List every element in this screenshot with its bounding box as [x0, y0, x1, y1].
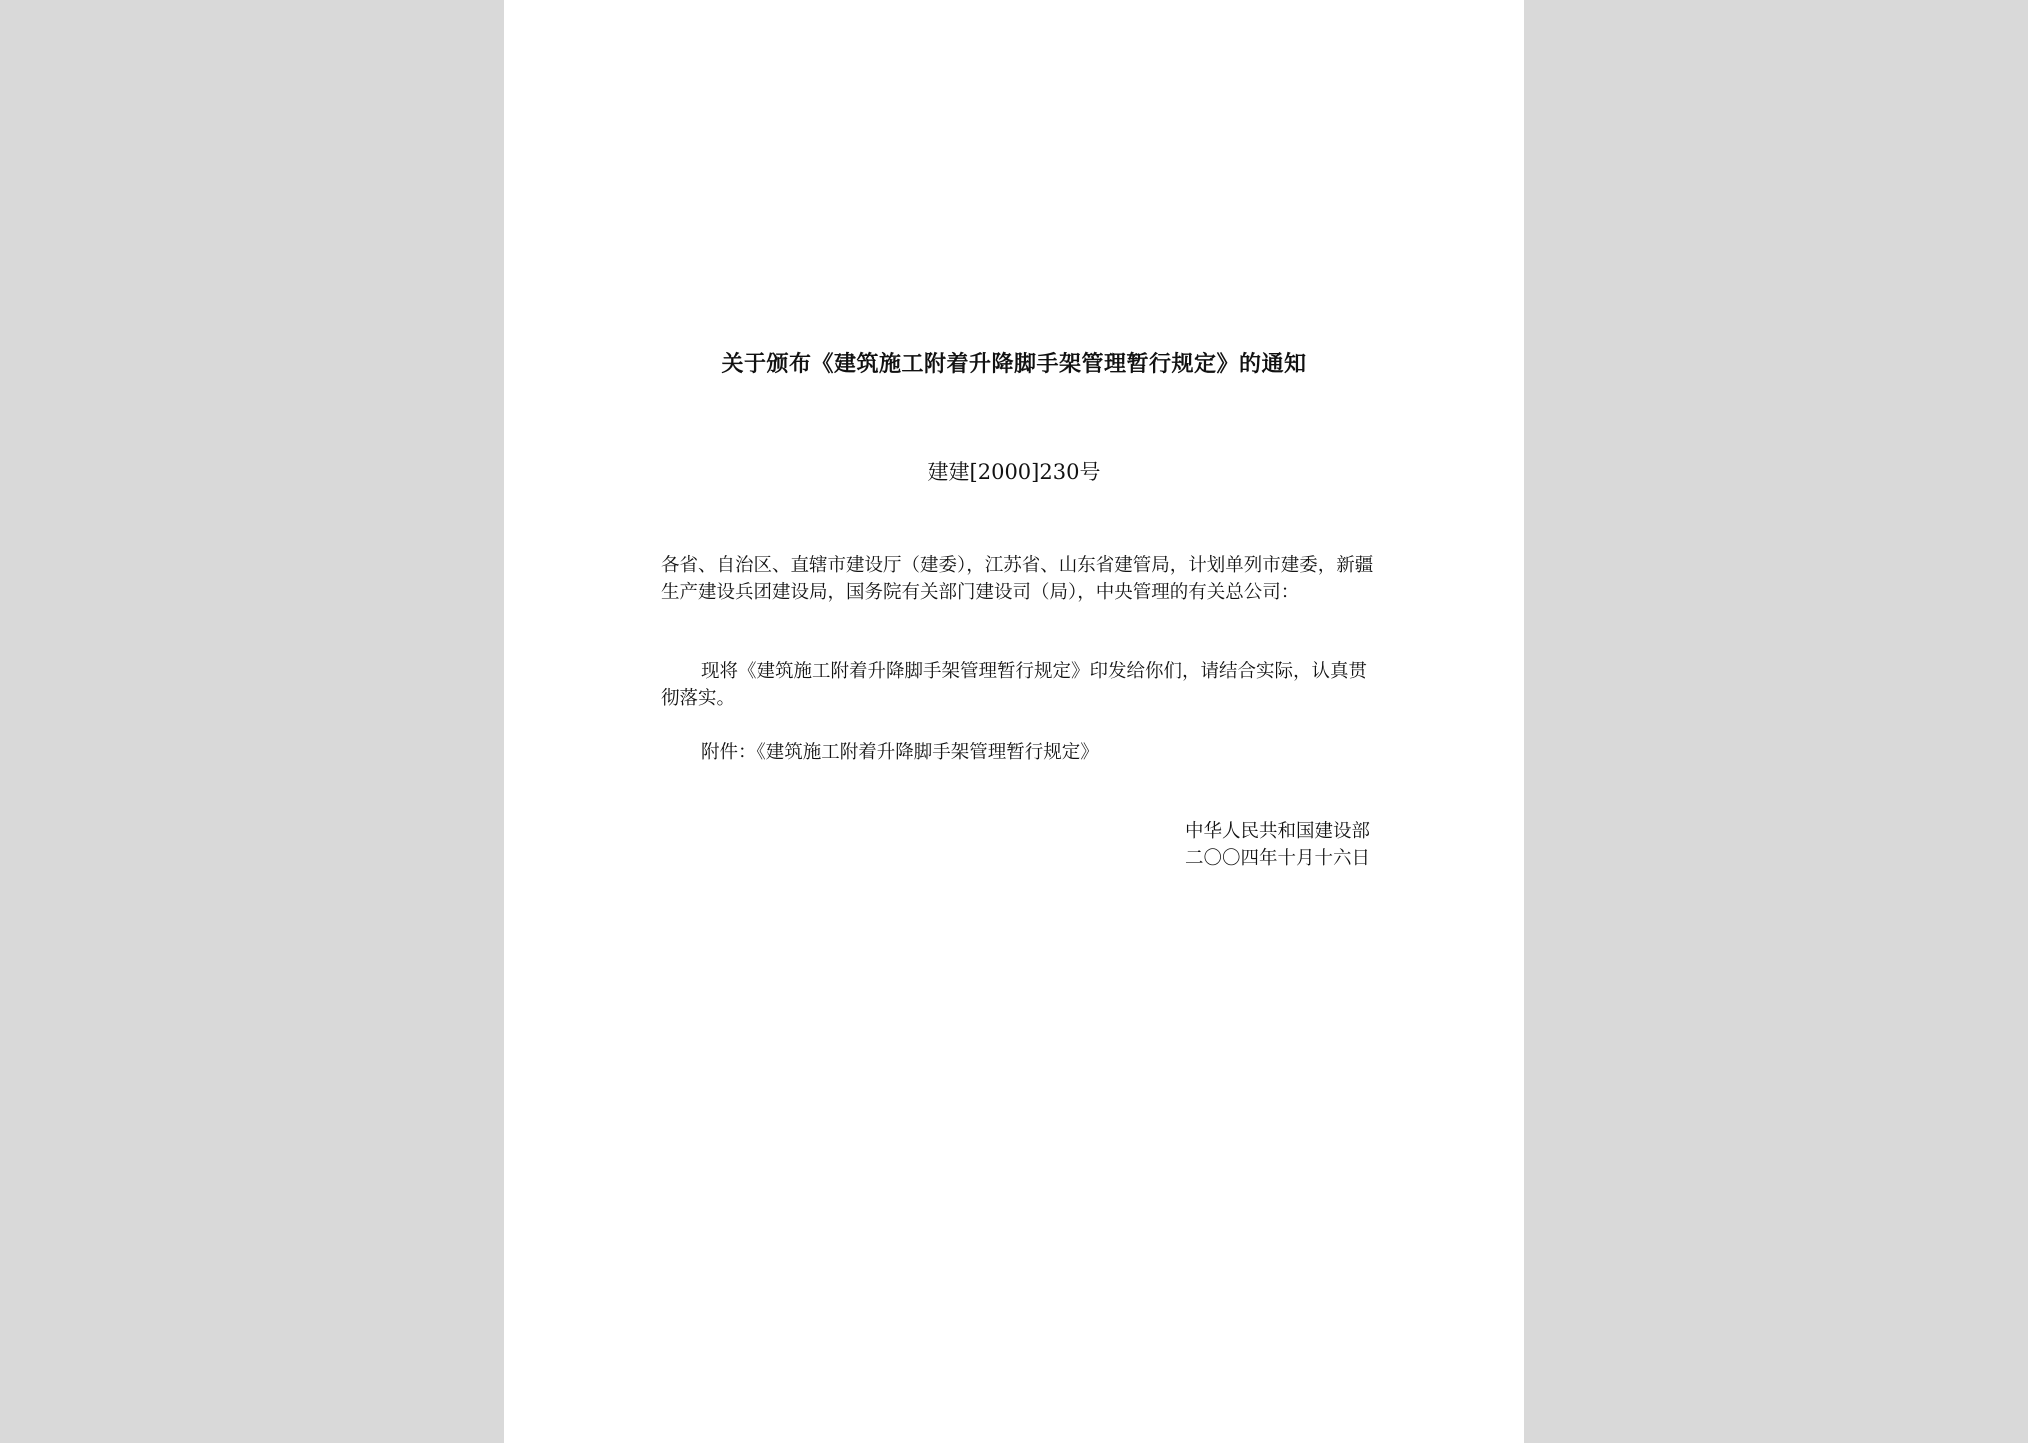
document-title: 关于颁布《建筑施工附着升降脚手架管理暂行规定》的通知 [721, 351, 1307, 377]
issuer-name: 中华人民共和国建设部 [1184, 821, 1370, 842]
addressee-paragraph: 各省、自治区、直辖市建设厅（建委），江苏省、山东省建管局，计划单列市建委，新疆生产建设兵团建设局，国务院有关部门建设司（局），中央管理的有关总公司： [661, 555, 1374, 603]
issue-date: 二〇〇四年十月十六日 [1184, 848, 1370, 869]
attachment-line: 附件：《建筑施工附着升降脚手架管理暂行规定》 [701, 742, 1099, 763]
document-page [504, 0, 1524, 1443]
body-paragraph: 现将《建筑施工附着升降脚手架管理暂行规定》印发给你们，请结合实际，认真贯彻落实。 [661, 661, 1368, 709]
signature-block [1185, 818, 1370, 872]
document-number: 建建[2000]230号 [927, 460, 1101, 484]
